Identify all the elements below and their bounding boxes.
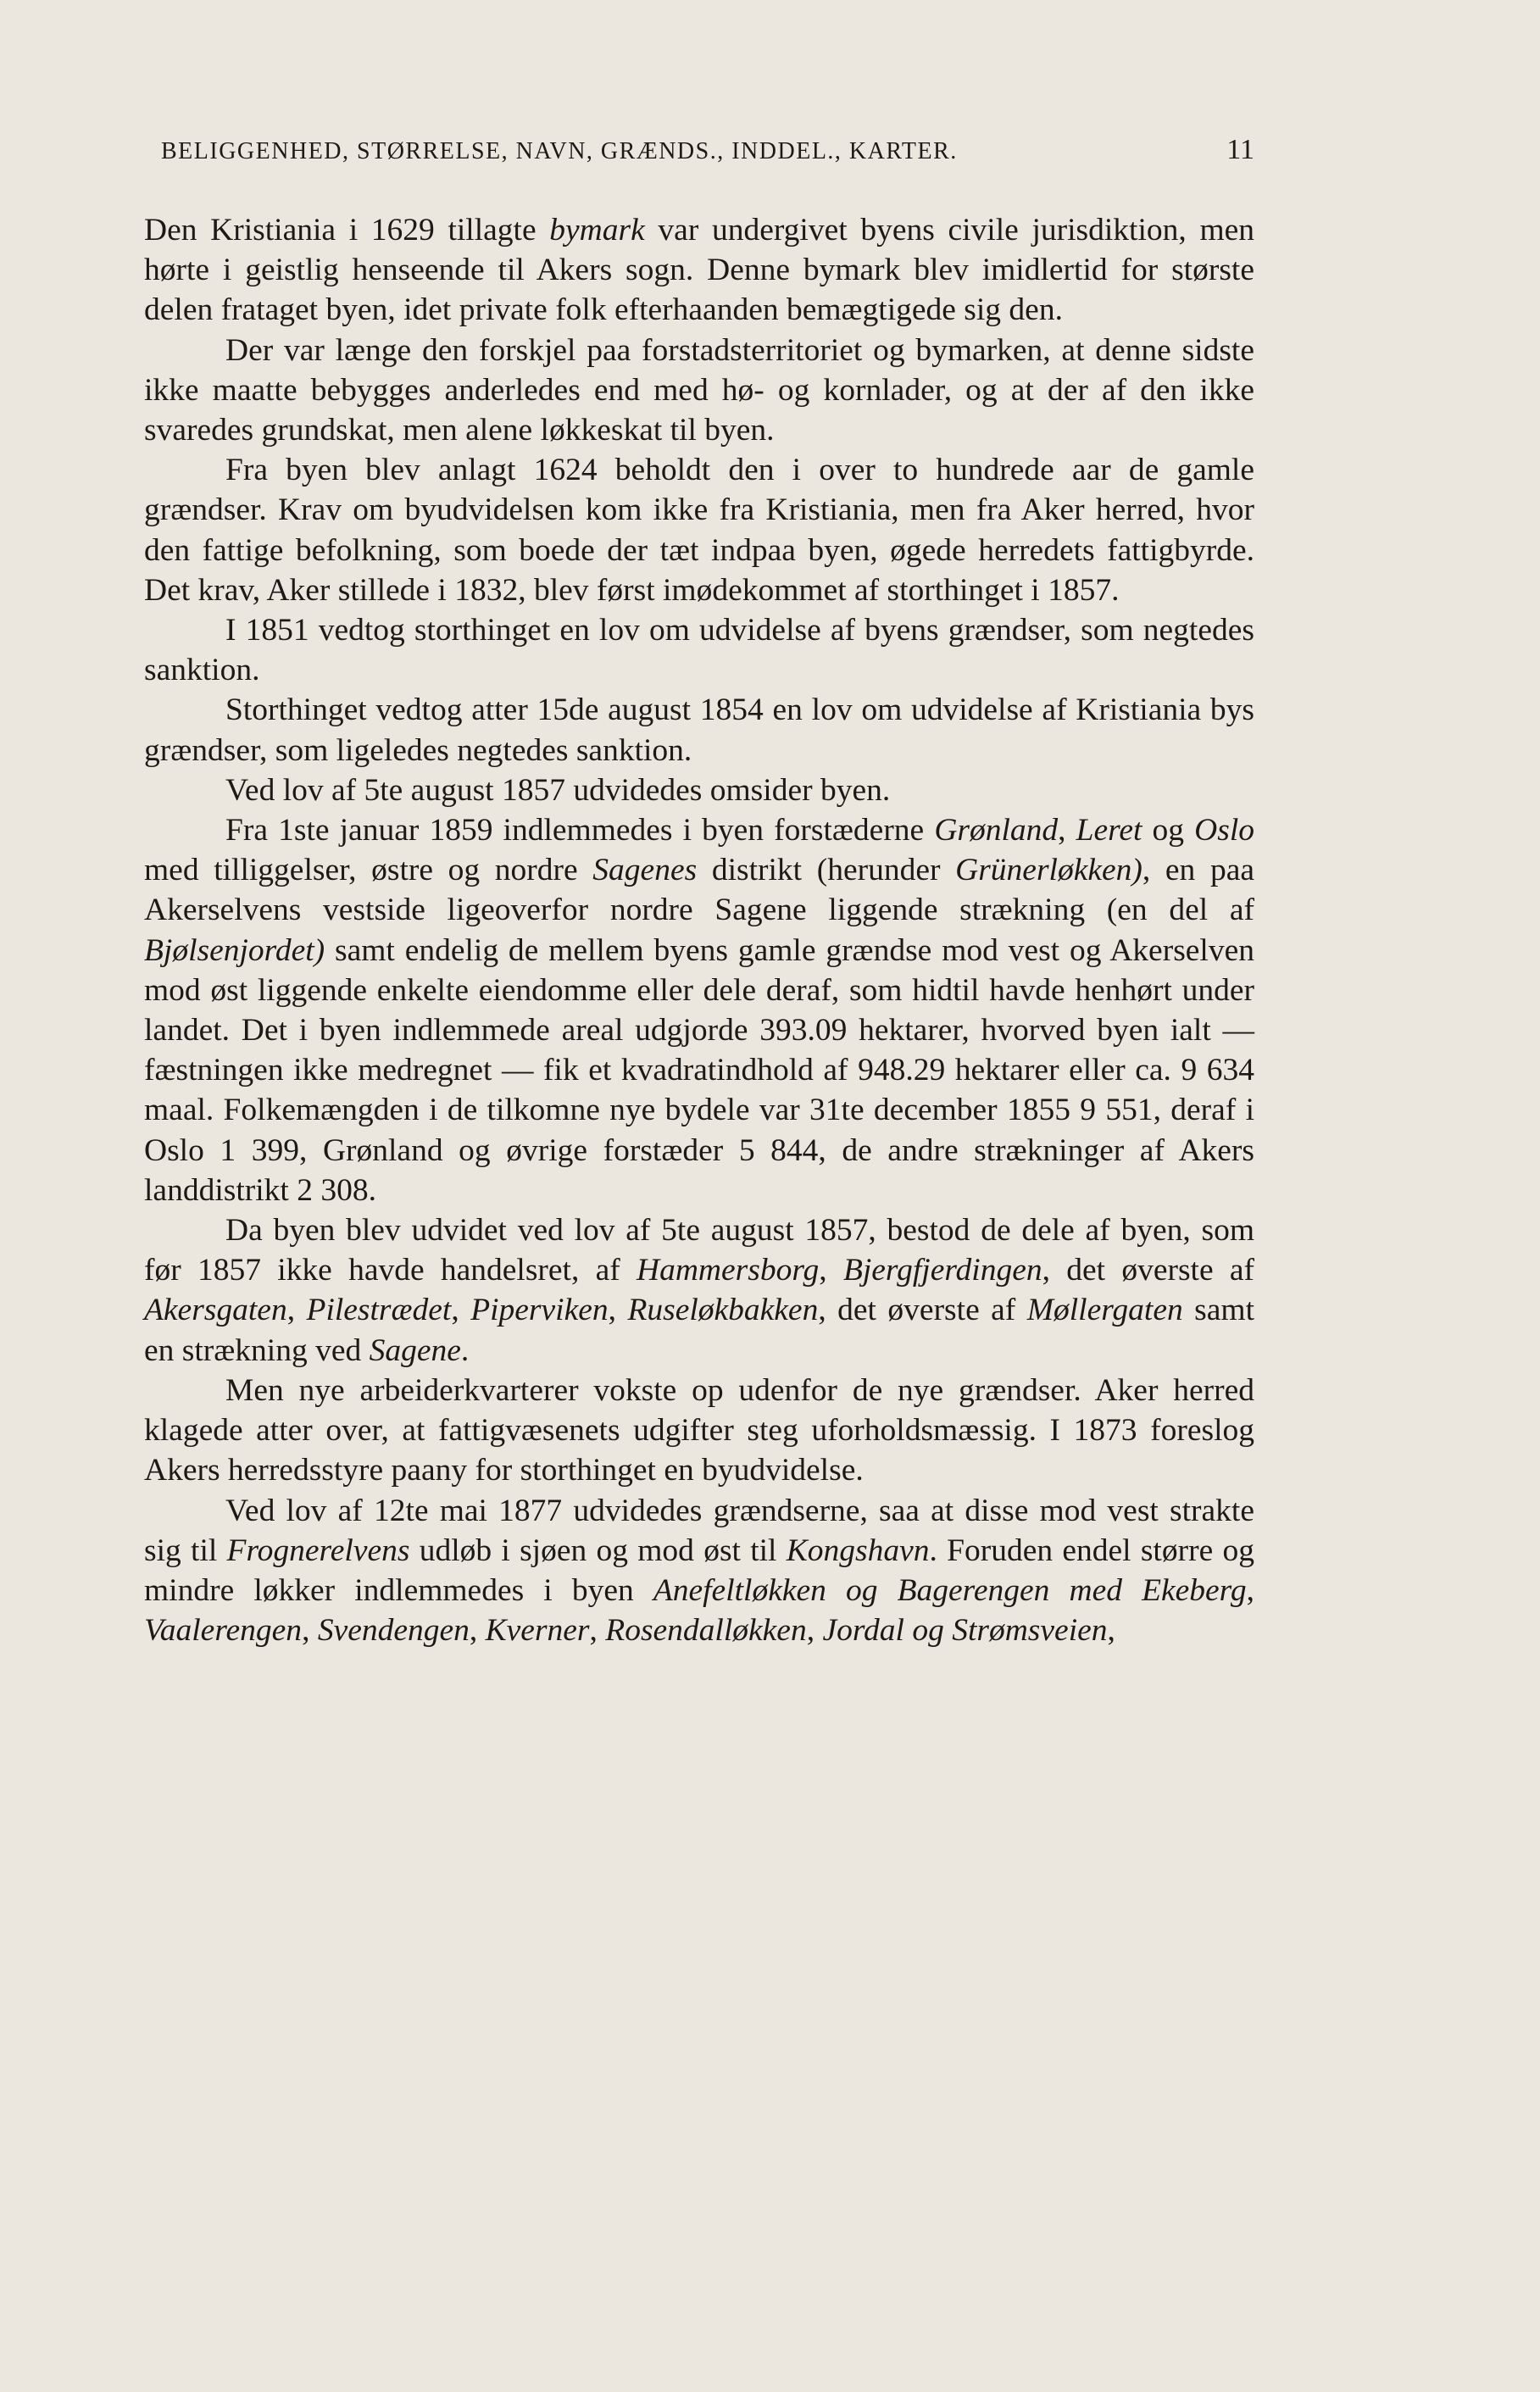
- italic-text: Oslo: [1194, 813, 1254, 848]
- page-number: 11: [1226, 134, 1254, 165]
- italic-text: Ruseløkbakken: [627, 1293, 819, 1328]
- text-run: , det øverste af: [1042, 1253, 1255, 1288]
- text-run: , det øverste af: [818, 1293, 1027, 1328]
- text-run: og: [1142, 813, 1195, 848]
- paragraph: [144, 210, 1254, 331]
- italic-text: bymark: [549, 213, 645, 248]
- italic-text: Møllergaten: [1026, 1293, 1183, 1328]
- text-run: ,: [608, 1293, 628, 1328]
- italic-text: Vaalerengen: [144, 1613, 303, 1649]
- paragraph: [144, 1491, 1254, 1651]
- italic-text: Grünerløkken): [955, 853, 1142, 888]
- text-run: Fra 1ste januar 1859 indlemmedes i byen forstæderne: [225, 813, 935, 848]
- paragraph: [144, 450, 1254, 610]
- italic-text: Pilestrædet: [306, 1293, 452, 1328]
- text-run: . Foruden endel større og mindre løkker indlemmedes i byen: [144, 1533, 1254, 1608]
- italic-text: Akersgaten: [144, 1293, 287, 1328]
- text-run: ,: [302, 1613, 318, 1649]
- text-run: ,: [286, 1293, 307, 1328]
- text-run: Storthinget vedtog atter 15de august 1854 en lov om udvidelse af Kristiania bys grændser, som ligeledes negtedes sanktion.: [144, 693, 1254, 768]
- italic-text: Rosendalløkken: [605, 1613, 807, 1649]
- running-title: BELIGGENHED, STØRRELSE, NAVN, GRÆNDS., INDDEL., KARTER.: [161, 138, 958, 164]
- italic-text: Leret: [1076, 813, 1142, 848]
- text-run: ,: [589, 1613, 606, 1649]
- paragraph: [144, 810, 1254, 1210]
- text-run: ,: [1246, 1572, 1254, 1608]
- text-run: ,: [1107, 1613, 1115, 1649]
- text-run: udløb i sjøen og mod øst til: [409, 1533, 787, 1568]
- paragraph: [144, 1371, 1254, 1491]
- italic-text: Jordal og Strømsveien: [822, 1613, 1108, 1649]
- italic-text: Svendengen: [317, 1613, 470, 1649]
- italic-text: Sagene: [369, 1332, 461, 1368]
- italic-text: Piperviken: [470, 1293, 609, 1328]
- text-run: I 1851 vedtog storthinget en lov om udvidelse af byens grændser, som negtedes sanktion.: [144, 613, 1254, 688]
- body-text: [144, 210, 1254, 1650]
- italic-text: Bjølsenjordet): [144, 932, 325, 968]
- text-run: .: [460, 1332, 470, 1368]
- italic-text: Sagenes: [592, 853, 698, 888]
- text-run: samt en strækning ved: [144, 1293, 1255, 1368]
- text-run: ,: [451, 1293, 471, 1328]
- paragraph: [144, 1210, 1254, 1371]
- text-run: samt endelig de mellem byens gamle grændse mod vest og Akerselven mod øst liggende enkelte eiendomme eller dele deraf, som hidtil havde henhørt under landet. Det i byen indlemmede areal udgjorde 393.09 hektarer, hvorved byen ialt — fæstningen ikke medregnet — fik et kvadratindhold af 948.29 hektarer eller ca. 9 634 maal. Folkemængden i de tilkomne nye bydele var 31te december 1855 9 551, deraf i Oslo 1 399, Grønland og øvrige forstæder 5 844, de andre strækninger af Akers landdistrikt 2 308.: [144, 932, 1254, 1208]
- text-run: , en paa Akerselvens vestside ligeoverfor nordre Sagene liggende strækning (en del af: [144, 853, 1254, 928]
- italic-text: Hammersborg: [637, 1253, 820, 1288]
- italic-text: Bjergfjerdingen: [842, 1253, 1042, 1288]
- paragraph: [144, 690, 1254, 770]
- paragraph: [144, 770, 1254, 810]
- text-run: Den Kristiania i 1629 tillagte: [144, 213, 550, 248]
- text-run: Ved lov af 12te mai 1877 udvidedes grændserne, saa at disse mod vest strakte sig til: [144, 1493, 1254, 1568]
- text-run: ,: [469, 1613, 486, 1649]
- paragraph: [144, 331, 1254, 451]
- text-run: Ved lov af 5te august 1857 udvidedes omsider byen.: [225, 772, 891, 808]
- paragraph: [144, 610, 1254, 690]
- text-run: Fra byen blev anlagt 1624 beholdt den i over to hundrede aar de gamle grændser. Krav om byudvidelsen kom ikke fra Kristiania, men fra Aker herred, hvor den fattige befolkning, som boede der tæt indpaa byen, øgede herredets fattigbyrde. Det krav, Aker stillede i 1832, blev først imødekommet af storthinget i 1857.: [144, 453, 1254, 608]
- text-run: ,: [1058, 813, 1076, 848]
- text-run: Da byen blev udvidet ved lov af 5te august 1857, bestod de dele af byen, som før 1857 ikke havde handelsret, af: [144, 1213, 1254, 1288]
- italic-text: Anefeltløkken og Bagerengen med Ekeberg: [653, 1572, 1247, 1608]
- italic-text: Frognerelvens: [226, 1533, 410, 1568]
- italic-text: Grønland: [934, 813, 1059, 848]
- text-run: Der var længe den forskjel paa forstadsterritoriet og bymarken, at denne sidste ikke maatte bebygges anderledes end med hø- og kornlader, og at der af den ikke svaredes grundskat, men alene løkkeskat til byen.: [144, 332, 1254, 448]
- italic-text: Kongshavn: [786, 1533, 930, 1568]
- text-run: med tilliggelser, østre og nordre: [144, 853, 593, 888]
- running-head: [161, 134, 1254, 166]
- text-run: Men nye arbeiderkvarterer vokste op udenfor de nye grændser. Aker herred klagede atter over, at fattigvæsenets udgifter steg uforholdsmæssig. I 1873 foreslog Akers herredsstyre paany for storthinget en byudvidelse.: [144, 1372, 1254, 1488]
- text-run: ,: [806, 1613, 823, 1649]
- italic-text: Kverner: [485, 1613, 590, 1649]
- text-run: var undergivet byens civile jurisdiktion, men hørte i geistlig henseende til Akers sogn. Denne bymark blev imidlertid for største delen frataget byen, idet private folk efterhaanden bemægtigede sig den.: [144, 213, 1255, 328]
- text-run: ,: [819, 1253, 843, 1288]
- text-run: distrikt (herunder: [697, 853, 956, 888]
